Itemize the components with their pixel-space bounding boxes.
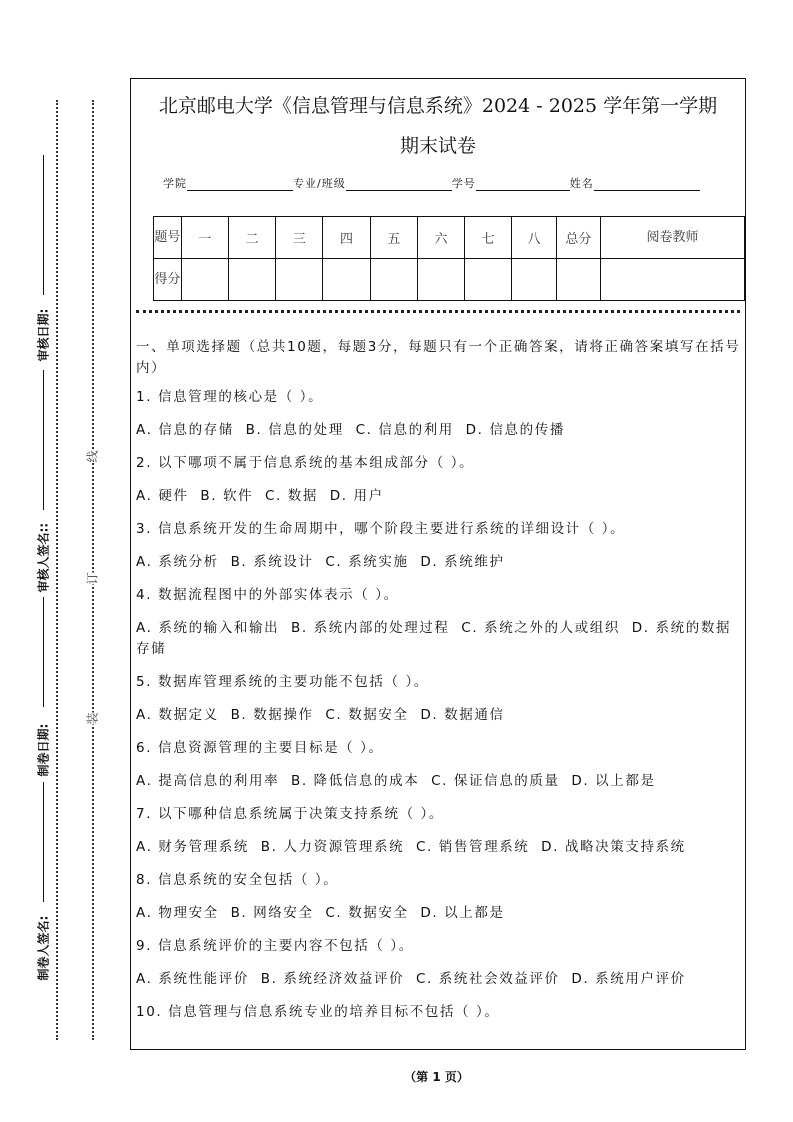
col-4: 四 xyxy=(323,217,370,259)
question-options: A. 物理安全 B. 网络安全 C. 数据安全 D. 以上都是 xyxy=(136,905,505,921)
score-table-score-row xyxy=(154,259,745,301)
col-grader: 阅卷教师 xyxy=(601,217,745,259)
score-cell[interactable] xyxy=(370,259,417,301)
score-table-header-row xyxy=(154,217,745,259)
col-6: 六 xyxy=(417,217,464,259)
maker-signature-label: 制卷人签名: xyxy=(36,915,51,981)
binding-mark-xian: 线 xyxy=(85,450,100,463)
question-options: A. 系统分析 B. 系统设计 C. 系统实施 D. 系统维护 xyxy=(136,554,505,570)
question-text: 4. 数据流程图中的外部实体表示（ ）。 xyxy=(136,587,399,603)
score-cell[interactable] xyxy=(229,259,276,301)
field-college-input[interactable] xyxy=(187,178,293,191)
question-text: 3. 信息系统开发的生命周期中，哪个阶段主要进行系统的详细设计（ ）。 xyxy=(136,521,626,537)
question-options: A. 系统性能评价 B. 系统经济效益评价 C. 系统社会效益评价 D. 系统用户评价 xyxy=(136,971,686,987)
question-options: A. 财务管理系统 B. 人力资源管理系统 C. 销售管理系统 D. 战略决策支持系统 xyxy=(136,839,686,855)
question-text: 2. 以下哪项不属于信息系统的基本组成部分（ ）。 xyxy=(136,455,475,471)
question-options: A. 信息的存储 B. 信息的处理 C. 信息的利用 D. 信息的传播 xyxy=(136,422,565,438)
review-date-line xyxy=(43,155,44,295)
reviewer-signature-line xyxy=(43,370,44,510)
question-options: A. 数据定义 B. 数据操作 C. 数据安全 D. 数据通信 xyxy=(136,707,505,723)
dotted-separator xyxy=(136,310,740,313)
score-cell[interactable] xyxy=(181,259,228,301)
field-name-label: 姓名 xyxy=(569,177,594,190)
maker-date-label: 制卷日期: xyxy=(36,723,51,777)
question-options: A. 提高信息的利用率 B. 降低信息的成本 C. 保证信息的质量 D. 以上都是 xyxy=(136,773,656,789)
dotted-line-inner xyxy=(92,100,94,1040)
question-text: 6. 信息资源管理的主要目标是（ ）。 xyxy=(136,740,384,756)
exam-title: 北京邮电大学《信息管理与信息系统》2024 - 2025 学年第一学期 xyxy=(158,95,718,117)
student-info xyxy=(163,175,700,191)
maker-signature-line xyxy=(43,782,44,902)
score-cell[interactable] xyxy=(417,259,464,301)
exam-frame xyxy=(130,78,746,1050)
questions-section xyxy=(136,331,741,1029)
question-text: 1. 信息管理的核心是（ ）。 xyxy=(136,389,324,405)
question-options: A. 硬件 B. 软件 C. 数据 D. 用户 xyxy=(136,488,384,504)
row-label-question: 题号 xyxy=(154,217,182,259)
field-id-label: 学号 xyxy=(451,177,476,190)
page-number: （第 1 页） xyxy=(404,1070,469,1084)
score-cell[interactable] xyxy=(512,259,556,301)
score-cell[interactable] xyxy=(323,259,370,301)
field-class-label: 专业/班级 xyxy=(293,177,346,190)
score-cell[interactable] xyxy=(556,259,600,301)
col-7: 七 xyxy=(465,217,512,259)
field-id-input[interactable] xyxy=(476,178,570,191)
question-options: A. 系统的输入和输出 B. 系统内部的处理过程 C. 系统之外的人或组织 D. 系统的数据存储 xyxy=(136,620,732,657)
maker-date-line xyxy=(43,597,44,707)
field-class-input[interactable] xyxy=(346,178,452,191)
score-cell[interactable] xyxy=(465,259,512,301)
exam-subtitle: 期末试卷 xyxy=(399,135,476,157)
question-text: 8. 信息系统的安全包括（ ）。 xyxy=(136,872,339,888)
col-2: 二 xyxy=(229,217,276,259)
field-college-label: 学院 xyxy=(163,177,187,190)
col-total: 总分 xyxy=(556,217,600,259)
col-1: 一 xyxy=(181,217,228,259)
field-name-input[interactable] xyxy=(594,178,700,191)
question-text: 7. 以下哪种信息系统属于决策支持系统（ ）。 xyxy=(136,806,445,822)
review-date-label: 审核日期: xyxy=(36,308,51,362)
col-5: 五 xyxy=(370,217,417,259)
reviewer-signature-label: 审核人签名:: xyxy=(36,522,51,593)
question-text: 5. 数据库管理系统的主要功能不包括（ ）。 xyxy=(136,674,429,690)
col-8: 八 xyxy=(512,217,556,259)
score-table xyxy=(153,216,745,301)
row-label-score: 得分 xyxy=(154,259,182,301)
score-cell[interactable] xyxy=(601,259,745,301)
score-cell[interactable] xyxy=(276,259,323,301)
col-3: 三 xyxy=(276,217,323,259)
question-text: 10. 信息管理与信息系统专业的培养目标不包括（ ）。 xyxy=(136,1004,500,1020)
section-heading: 一、单项选择题（总共10题，每题3分，每题只有一个正确答案，请将正确答案填写在括号内） xyxy=(136,339,741,376)
question-text: 9. 信息系统评价的主要内容不包括（ ）。 xyxy=(136,938,414,954)
binding-mark-zhuang: 装 xyxy=(85,712,100,725)
binding-mark-ding: 订 xyxy=(85,572,100,585)
dotted-line-outer xyxy=(56,100,58,1040)
